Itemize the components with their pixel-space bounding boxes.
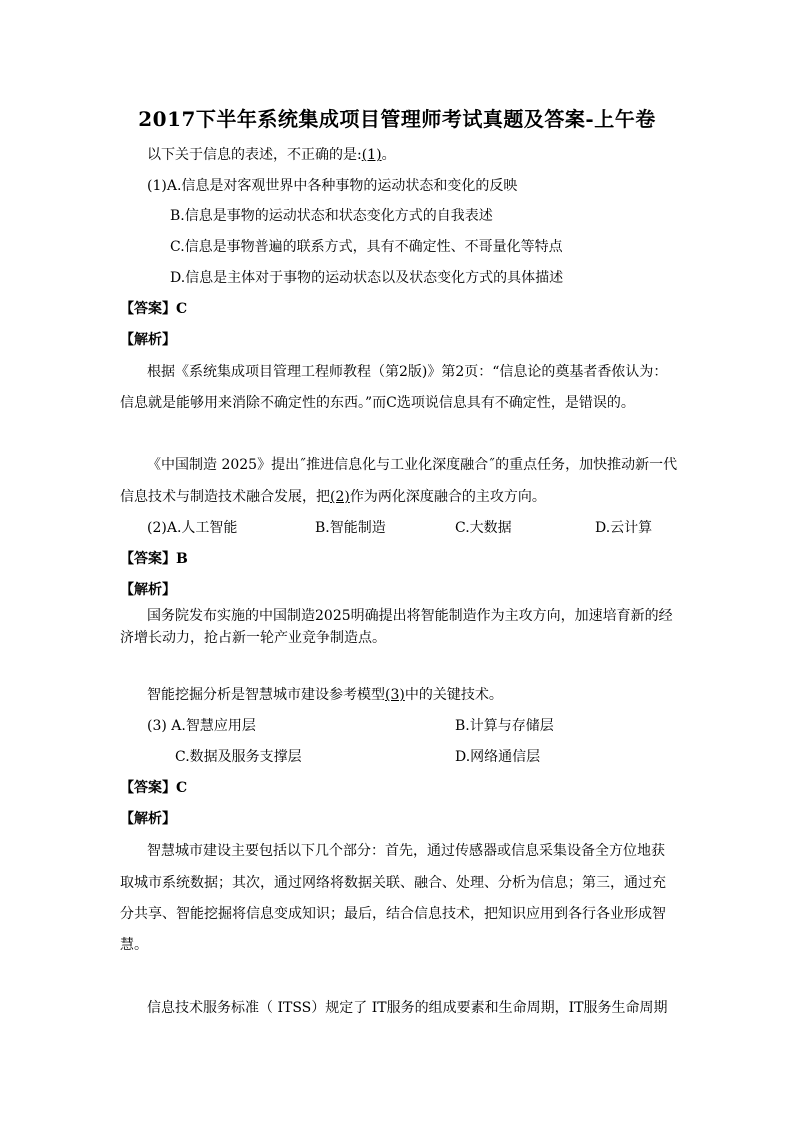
q1-option-d: D.信息是主体对于事物的运动状态以及状态变化方式的具体描述	[170, 270, 564, 286]
q3-option-d: D.网络通信层	[455, 749, 541, 765]
document-title: 2017下半年系统集成项目管理师考试真题及答案-上午卷	[138, 107, 656, 131]
q1-option-b: B.信息是事物的运动状态和状态变化方式的自我表述	[170, 208, 493, 224]
q2-option-d: D.云计算	[595, 520, 653, 536]
q3-analysis-line: 分共享、智能挖掘将信息变成知识；最后，结合信息技术，把知识应用到各行各业形成智	[120, 906, 666, 922]
q1-option-c: C.信息是事物普遍的联系方式，具有不确定性、不哥量化等特点	[170, 239, 563, 255]
q3-analysis-line: 取城市系统数据；其次，通过网络将数据关联、融合、处理、分析为信息；第三，通过充	[120, 875, 666, 891]
q3-option-c: C.数据及服务支撑层	[175, 749, 302, 765]
q4-stem-line: 信息技术服务标准（ ITSS）规定了 IT服务的组成要素和生命周期，IT服务生命周期	[147, 1000, 668, 1016]
q2-stem-text: 信息技术与制造技术融合发展，把	[120, 489, 330, 505]
q1-stem	[147, 145, 396, 165]
q2-option-b: B.智能制造	[315, 520, 386, 536]
q2-blank: (2)	[330, 489, 350, 505]
q1-stem-end: 。	[381, 147, 396, 163]
q3-analysis-line: 智慧城市建设主要包括以下几个部分：首先，通过传感器或信息采集设备全方位地获	[147, 843, 665, 859]
q1-answer: 【答案】C	[120, 301, 188, 317]
q2-option-c: C.大数据	[455, 520, 512, 536]
q3-stem-text: 智能挖掘分析是智慧城市建设参考模型	[147, 687, 385, 703]
q3-answer: 【答案】C	[120, 780, 188, 796]
q1-blank: (1)	[361, 147, 382, 163]
q3-blank: (3)	[385, 687, 405, 703]
q1-analysis-line: 信息就是能够用来消除不确定性的东西。”而C选项说信息具有不确定性，是错误的。	[120, 395, 635, 411]
q2-option-a: (2)A.人工智能	[147, 520, 238, 536]
q2-stem-line	[120, 487, 546, 507]
q3-option-a: (3) A.智慧应用层	[147, 718, 256, 734]
q1-analysis-line: 根据《系统集成项目管理工程师教程（第2版)》第2页：“信息论的奠基者香侬认为：	[147, 364, 668, 380]
q2-answer: 【答案】B	[120, 551, 188, 567]
q3-stem-end: 中的关键技术。	[404, 687, 503, 703]
q2-stem-line: 《中国制造 2025》提出˝推进信息化与工业化深度融合˝的重点任务，加快推动新一代	[147, 457, 678, 473]
q1-option-a: (1)A.信息是对客观世界中各种事物的运动状态和变化的反映	[147, 178, 518, 194]
q2-analysis-line: 国务院发布实施的中国制造2025明确提出将智能制造作为主攻方向，加速培育新的经	[147, 608, 673, 624]
q2-analysis-line: 济增长动力，抢占新一轮产业竞争制造点。	[120, 630, 386, 646]
q2-stem-end: 作为两化深度融合的主攻方向。	[349, 489, 546, 505]
q3-analysis-line: 慧。	[120, 937, 148, 953]
q3-option-b: B.计算与存储层	[455, 718, 554, 734]
q3-analysis-label: 【解析】	[120, 811, 176, 827]
q2-analysis-label: 【解析】	[120, 582, 176, 598]
q1-analysis-label: 【解析】	[120, 332, 176, 348]
q1-stem-text: 以下关于信息的表述，不正确的是:	[147, 147, 362, 163]
q3-stem	[147, 685, 503, 705]
